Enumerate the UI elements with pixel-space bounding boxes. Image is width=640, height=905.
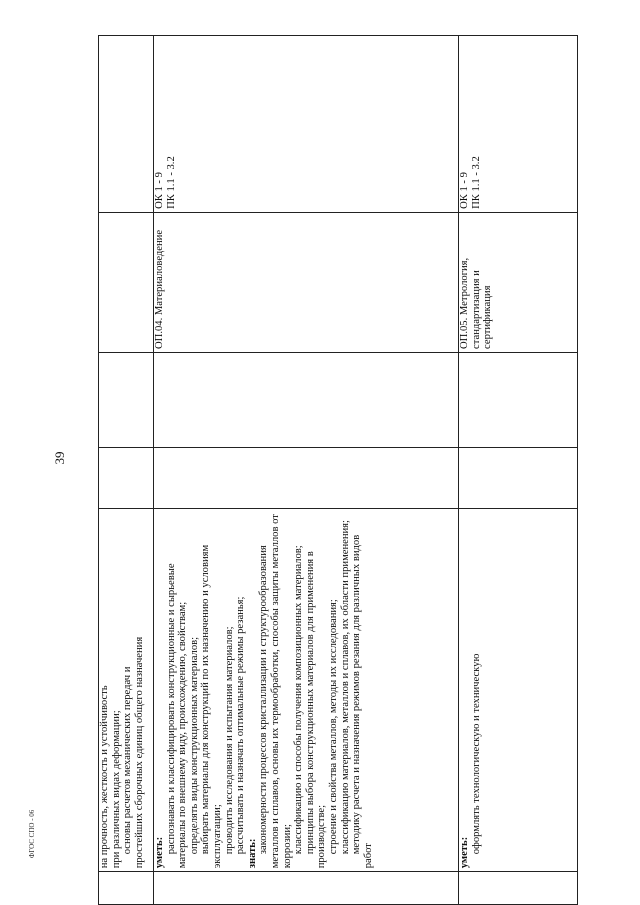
- table-cell-text: [154, 509, 459, 872]
- list-item: оформлять технологическую и техническую: [470, 653, 482, 855]
- table-cell: [154, 352, 459, 447]
- list-item: классификацию материалов, металлов и сплавов, их области применения;: [339, 520, 351, 855]
- text-line: основы расчетов механических передач и: [122, 666, 134, 855]
- rotated-page-content: [98, 35, 578, 905]
- list-item: рассчитывать и назначать оптимальные режимы резанья;: [235, 596, 247, 855]
- list-item: закономерности процессов кристаллизации и структурообразования металлов и сплавов, основы их термообработки, способы защиты металлов от коррозии;: [258, 514, 293, 869]
- list-item: выбирать материалы для конструкций по их назначению и условиям эксплуатации;: [200, 544, 223, 869]
- competence-cell: [154, 36, 459, 213]
- table-row: [459, 36, 578, 905]
- table-cell: [99, 352, 154, 447]
- table-cell: [154, 448, 459, 509]
- table-cell-text: [459, 509, 578, 872]
- text-line: простейших сборочных единиц общего назначения: [133, 636, 145, 869]
- table-cell: [99, 448, 154, 509]
- table-cell: [459, 352, 578, 447]
- table-cell: [99, 212, 154, 352]
- competence-table: [98, 35, 578, 905]
- table-cell-text: [99, 509, 154, 872]
- competence-cell: [459, 36, 578, 213]
- table-cell: [459, 872, 578, 905]
- list-item: классификацию и способы получения композиционных материалов;: [293, 545, 305, 855]
- table-cell: [99, 872, 154, 905]
- list-item: проводить исследования и испытания материалов;: [223, 626, 235, 855]
- competence-pk: ПК 1.1 - 3.2: [165, 156, 177, 209]
- table-row: [99, 36, 154, 905]
- znat-heading: знать:: [246, 838, 258, 869]
- competence-pk: ПК 1.1 - 3.2: [470, 156, 482, 209]
- list-item: строение и свойства металлов, методы их исследования;: [327, 599, 339, 855]
- umet-heading: уметь:: [154, 836, 165, 869]
- text-line: на прочность, жесткость и устойчивость: [99, 685, 110, 869]
- table-cell: [99, 36, 154, 213]
- list-item: распознавать и классифицировать конструкционные и сырьевые материалы по внешнему виду, происхождению, свойствам;: [165, 563, 189, 869]
- competence-ok: ОК 1 - 9: [459, 172, 470, 209]
- competence-ok: ОК 1 - 9: [154, 172, 165, 209]
- list-item: принципы выбора конструкционных материалов для применения в производстве;: [304, 551, 328, 869]
- table-row: [154, 36, 459, 905]
- list-item: методику расчета и назначения режимов резания для различных видов работ: [351, 534, 374, 869]
- discipline-cell: ОП.04. Материаловедение: [154, 212, 459, 352]
- umet-heading: уметь:: [459, 836, 470, 869]
- table-cell: [154, 872, 459, 905]
- table-cell: [459, 448, 578, 509]
- discipline-cell: ОП.05. Метрология, стандартизация и сертификация: [459, 212, 578, 352]
- list-item: определять виды конструкционных материалов;: [188, 636, 200, 855]
- text-line: при различных видах деформации;: [110, 710, 122, 869]
- page-number: 39: [52, 451, 67, 465]
- footer-code: ФГОС СПО - 06: [28, 809, 36, 859]
